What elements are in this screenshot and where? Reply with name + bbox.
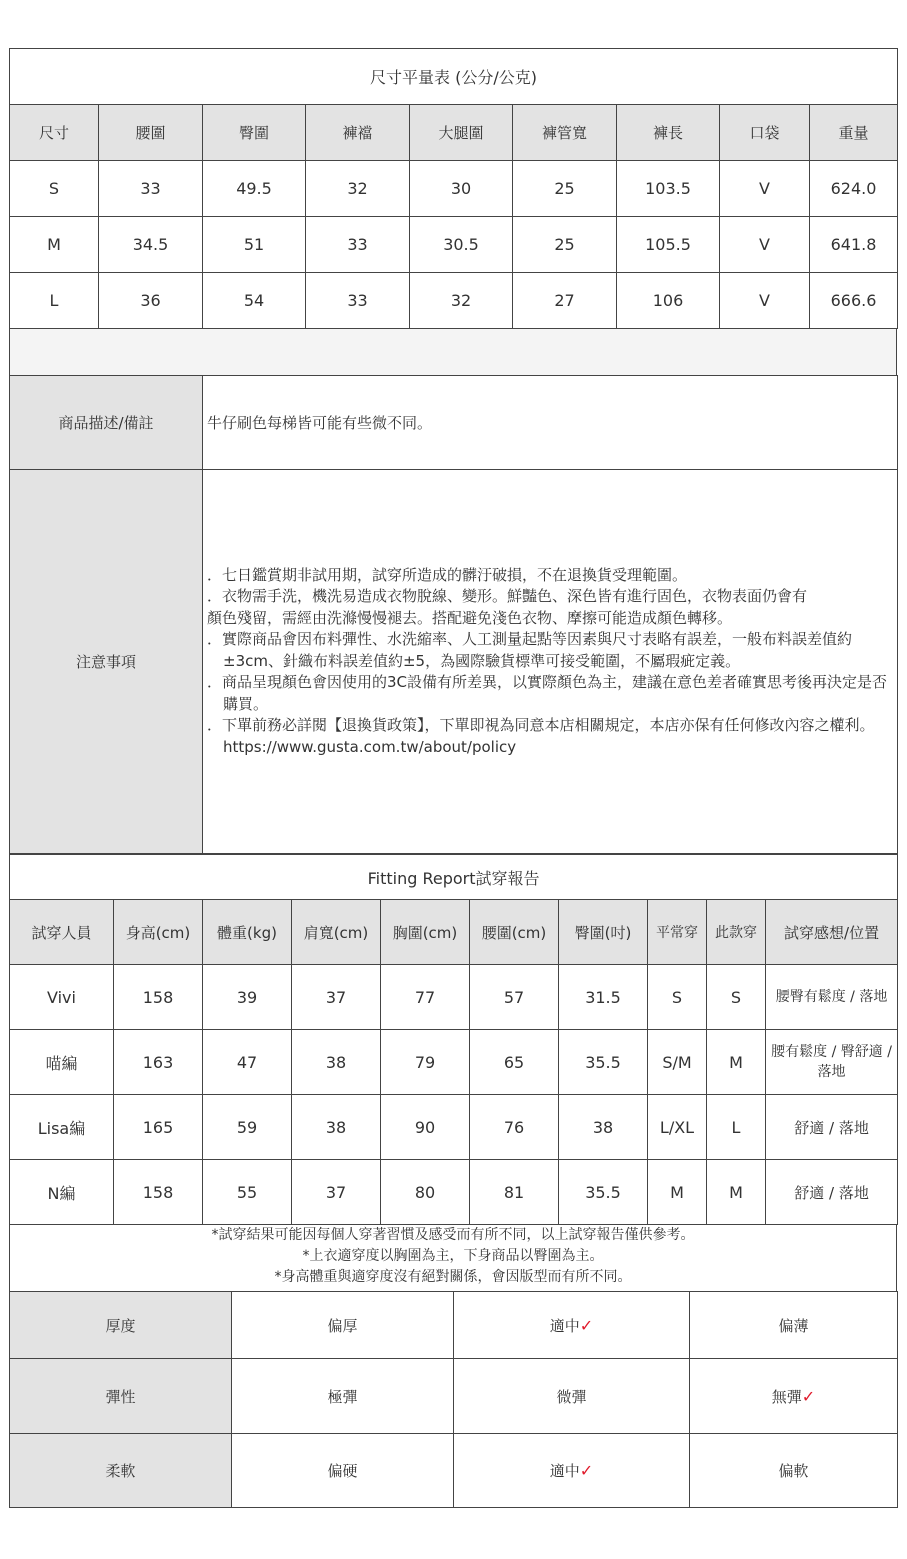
check-icon: ✓ (579, 1315, 594, 1335)
fitting-cell: 35.5 (559, 1160, 648, 1225)
size-cell: 30 (410, 161, 513, 217)
fitting-cell: L/XL (648, 1095, 707, 1160)
size-cell: 32 (306, 161, 410, 217)
size-table-header-row (10, 105, 898, 161)
fitting-header-cell: 身高(cm) (114, 900, 203, 965)
fitting-cell: 81 (470, 1160, 559, 1225)
size-cell: V (720, 217, 810, 273)
size-cell: 33 (306, 217, 410, 273)
fabric-option: 無彈✓ (690, 1359, 898, 1434)
fitting-cell: 55 (203, 1160, 292, 1225)
fitting-report-title: Fitting Report試穿報告 (10, 855, 898, 900)
fitting-disclaimer (9, 1225, 897, 1291)
fabric-option: 偏軟 (690, 1434, 898, 1508)
table-row (10, 273, 898, 329)
fitting-cell: 158 (114, 965, 203, 1030)
table-row (10, 1095, 898, 1160)
fitting-feedback-cell: 腰有鬆度 / 臀舒適 / 落地 (766, 1030, 898, 1095)
description-table (9, 375, 898, 854)
notes-item: ．七日鑑賞期非試用期，試穿所造成的髒汙破損，不在退換貨受理範圍。 (207, 565, 688, 584)
fitting-feedback-cell: 舒適 / 落地 (766, 1095, 898, 1160)
size-cell: 32 (410, 273, 513, 329)
table-row (10, 161, 898, 217)
fitting-cell: 158 (114, 1160, 203, 1225)
size-cell: 103.5 (617, 161, 720, 217)
fitting-cell: 喵編 (10, 1030, 114, 1095)
fitting-cell: L (707, 1095, 766, 1160)
size-cell: 666.6 (810, 273, 898, 329)
disclaimer-line: *上衣適穿度以胸圍為主，下身商品以臀圍為主。 (302, 1248, 604, 1264)
size-cell: 105.5 (617, 217, 720, 273)
section-spacer (9, 329, 897, 375)
disclaimer-line: *身高體重與適穿度沒有絕對關係，會因版型而有所不同。 (274, 1269, 632, 1285)
table-row (10, 1030, 898, 1095)
fitting-header-cell: 此款穿 (707, 900, 766, 965)
size-cell: 33 (306, 273, 410, 329)
table-row (10, 1160, 898, 1225)
fitting-header-row (10, 900, 898, 965)
fitting-header-cell: 肩寬(cm) (292, 900, 381, 965)
fabric-option: 適中✓ (454, 1292, 690, 1359)
fabric-option: 微彈 (454, 1359, 690, 1434)
notes-item: ．下單前務必詳閱【退換貨政策】，下單即視為同意本店相關規定，本店亦保有任何修改內容之權利。https://www.gusta.com.tw/about/policy (207, 716, 875, 756)
table-row (10, 965, 898, 1030)
notes-cell (203, 470, 898, 854)
product-info-sheet (9, 48, 897, 1508)
disclaimer-line: *試穿結果可能因每個人穿著習慣及感受而有所不同，以上試穿報告僅供參考。 (211, 1227, 695, 1243)
fitting-cell: 79 (381, 1030, 470, 1095)
size-header-cell: 腰圍 (99, 105, 203, 161)
size-cell: 49.5 (203, 161, 306, 217)
fitting-cell: S (707, 965, 766, 1030)
size-cell: 624.0 (810, 161, 898, 217)
fabric-row (10, 1434, 898, 1508)
fitting-cell: 38 (292, 1095, 381, 1160)
size-table-title: 尺寸平量表 (公分/公克) (10, 49, 898, 105)
fitting-header-cell: 腰圍(cm) (470, 900, 559, 965)
size-header-cell: 臀圍 (203, 105, 306, 161)
size-cell: V (720, 161, 810, 217)
fitting-report-table (9, 854, 898, 1225)
fitting-cell: 90 (381, 1095, 470, 1160)
size-cell: 54 (203, 273, 306, 329)
fitting-cell: 165 (114, 1095, 203, 1160)
fitting-header-cell: 試穿感想/位置 (766, 900, 898, 965)
fabric-row (10, 1292, 898, 1359)
fitting-cell: 38 (559, 1095, 648, 1160)
fitting-cell: 37 (292, 1160, 381, 1225)
size-cell: 641.8 (810, 217, 898, 273)
fitting-header-cell: 平常穿 (648, 900, 707, 965)
fitting-cell: 57 (470, 965, 559, 1030)
size-cell: 106 (617, 273, 720, 329)
size-cell: 51 (203, 217, 306, 273)
size-cell: V (720, 273, 810, 329)
size-cell: 25 (513, 161, 617, 217)
fitting-cell: M (707, 1160, 766, 1225)
fitting-header-cell: 臀圍(吋) (559, 900, 648, 965)
size-header-cell: 褲長 (617, 105, 720, 161)
fitting-feedback-cell: 腰臀有鬆度 / 落地 (766, 965, 898, 1030)
fitting-header-cell: 胸圍(cm) (381, 900, 470, 965)
size-cell: 34.5 (99, 217, 203, 273)
fabric-row-label: 柔軟 (10, 1434, 232, 1508)
size-table (9, 48, 898, 329)
notes-item: ．實際商品會因布料彈性、水洗縮率、人工測量起點等因素與尺寸表略有誤差，一般布料誤差值約±3cm、針織布料誤差值約±5，為國際驗貨標準可接受範圍，不屬瑕疵定義。 (207, 630, 853, 670)
fitting-cell: 59 (203, 1095, 292, 1160)
description-text: 牛仔刷色每梯皆可能有些微不同。 (203, 376, 898, 470)
fabric-option: 適中✓ (454, 1434, 690, 1508)
fabric-option: 極彈 (232, 1359, 454, 1434)
fitting-cell: 37 (292, 965, 381, 1030)
fitting-cell: N編 (10, 1160, 114, 1225)
size-cell: 27 (513, 273, 617, 329)
fabric-row-label: 厚度 (10, 1292, 232, 1359)
fitting-cell: 76 (470, 1095, 559, 1160)
size-header-cell: 褲襠 (306, 105, 410, 161)
check-icon: ✓ (801, 1386, 816, 1406)
fitting-cell: S (648, 965, 707, 1030)
fitting-cell: M (648, 1160, 707, 1225)
size-cell: S (10, 161, 99, 217)
fabric-option: 偏厚 (232, 1292, 454, 1359)
notes-label: 注意事項 (10, 470, 203, 854)
size-cell: M (10, 217, 99, 273)
fitting-cell: 65 (470, 1030, 559, 1095)
size-cell: 36 (99, 273, 203, 329)
size-cell: 33 (99, 161, 203, 217)
fabric-option: 偏薄 (690, 1292, 898, 1359)
fitting-cell: M (707, 1030, 766, 1095)
fabric-option: 偏硬 (232, 1434, 454, 1508)
description-label: 商品描述/備註 (10, 376, 203, 470)
fitting-cell: 77 (381, 965, 470, 1030)
size-cell: 30.5 (410, 217, 513, 273)
fitting-cell: 31.5 (559, 965, 648, 1030)
fitting-cell: 39 (203, 965, 292, 1030)
fitting-cell: 35.5 (559, 1030, 648, 1095)
size-header-cell: 褲管寬 (513, 105, 617, 161)
fitting-feedback-cell: 舒適 / 落地 (766, 1160, 898, 1225)
fitting-cell: 163 (114, 1030, 203, 1095)
notes-item: ．衣物需手洗，機洗易造成衣物脫線、變形。鮮豔色、深色皆有進行固色，衣物表面仍會有 (207, 587, 808, 606)
size-header-cell: 大腿圍 (410, 105, 513, 161)
size-header-cell: 重量 (810, 105, 898, 161)
fitting-cell: S/M (648, 1030, 707, 1095)
notes-item: 顏色殘留，需經由洗滌慢慢褪去。搭配避免淺色衣物、摩擦可能造成顏色轉移。 (207, 608, 733, 627)
fitting-cell: Lisa編 (10, 1095, 114, 1160)
fabric-properties-table (9, 1291, 898, 1508)
fitting-header-cell: 試穿人員 (10, 900, 114, 965)
size-cell: L (10, 273, 99, 329)
fabric-row (10, 1359, 898, 1434)
notes-item: ．商品呈現顏色會因使用的3C設備有所差異，以實際顏色為主，建議在意色差者確實思考後再決定是否購買。 (207, 673, 888, 713)
fitting-cell: Vivi (10, 965, 114, 1030)
fabric-row-label: 彈性 (10, 1359, 232, 1434)
fitting-cell: 47 (203, 1030, 292, 1095)
check-icon: ✓ (579, 1461, 594, 1480)
size-header-cell: 尺寸 (10, 105, 99, 161)
fitting-cell: 80 (381, 1160, 470, 1225)
size-header-cell: 口袋 (720, 105, 810, 161)
fitting-header-cell: 體重(kg) (203, 900, 292, 965)
size-cell: 25 (513, 217, 617, 273)
fitting-cell: 38 (292, 1030, 381, 1095)
table-row (10, 217, 898, 273)
